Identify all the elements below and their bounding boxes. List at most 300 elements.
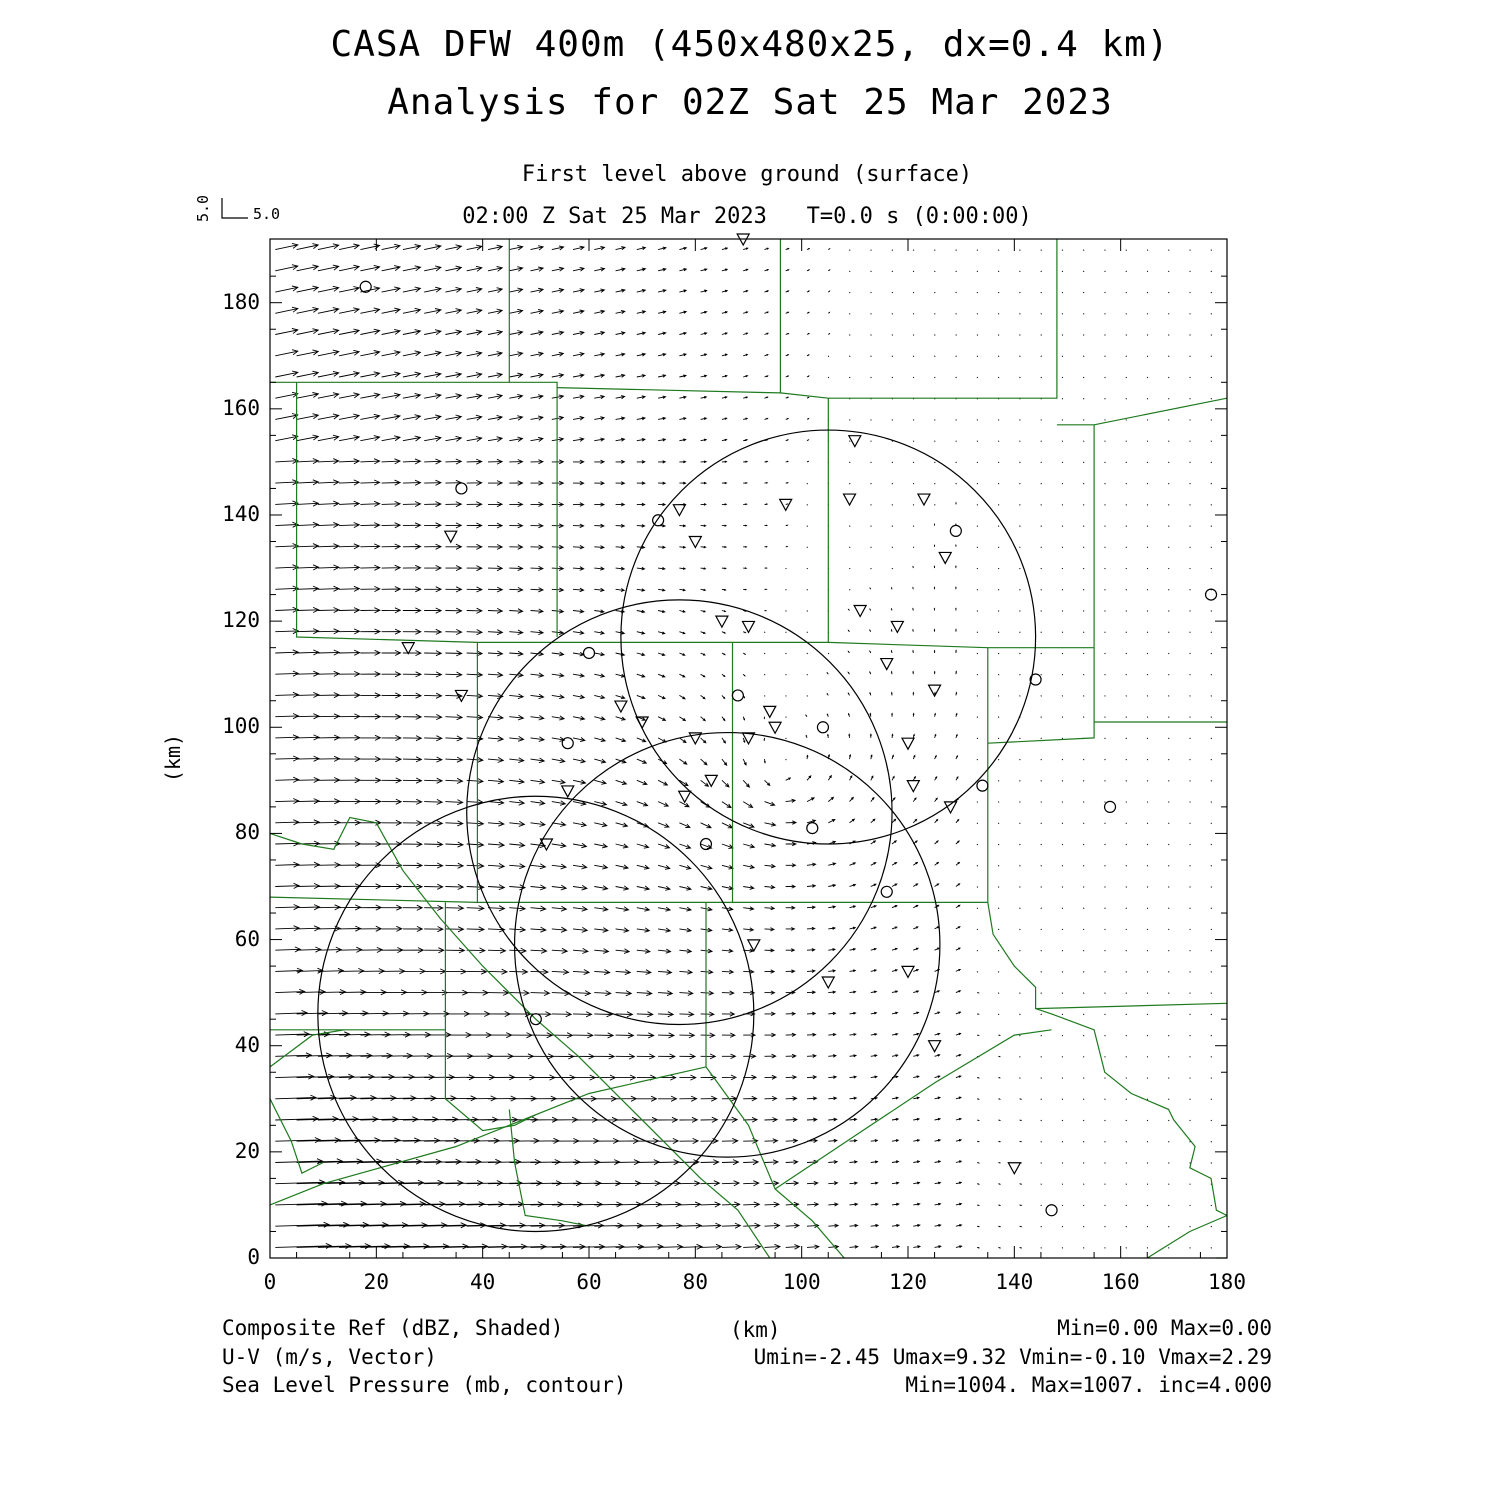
wind-vector — [1147, 356, 1148, 357]
wind-vector — [828, 1097, 836, 1100]
wind-vector — [445, 266, 461, 271]
wind-vector — [1211, 356, 1212, 357]
wind-vector — [871, 292, 872, 293]
wind-vector — [1169, 738, 1170, 739]
wind-vector — [509, 651, 523, 656]
wind-vector — [658, 1223, 682, 1228]
wind-vector — [424, 502, 441, 507]
wind-vector — [552, 864, 566, 869]
boundary-line — [1094, 425, 1227, 722]
wind-vector — [935, 820, 938, 823]
wind-vector — [360, 905, 381, 910]
wind-vector — [637, 886, 649, 890]
wind-vector — [977, 271, 978, 272]
wind-vector — [1126, 929, 1127, 930]
wind-vector — [360, 672, 380, 677]
wind-vector — [1020, 419, 1021, 420]
wind-vector — [913, 756, 915, 760]
wind-vector — [807, 674, 808, 675]
wind-vector — [998, 993, 999, 994]
wind-vector — [403, 714, 421, 719]
wind-vector — [786, 778, 791, 780]
wind-vector — [935, 1140, 941, 1142]
wind-vector — [871, 462, 872, 463]
wind-vector — [658, 546, 665, 548]
wind-vector — [913, 588, 914, 590]
wind-vector — [531, 566, 543, 570]
wind-vector — [807, 568, 808, 569]
wind-vector — [531, 716, 544, 721]
wind-vector — [1190, 632, 1191, 633]
wind-vector — [701, 674, 705, 677]
wind-vector — [701, 632, 705, 634]
wind-vector — [467, 502, 482, 507]
wind-vector — [1083, 823, 1084, 824]
wind-vector — [275, 435, 298, 441]
wind-vector — [765, 907, 775, 910]
wind-vector — [786, 418, 788, 419]
wind-vector — [616, 353, 625, 356]
wind-vector — [658, 886, 670, 890]
wind-vector — [403, 459, 421, 464]
wind-vector — [637, 1160, 660, 1165]
wind-vector — [1190, 780, 1191, 781]
wind-vector — [892, 1140, 898, 1142]
wind-vector — [1041, 547, 1042, 548]
wind-vector — [786, 970, 795, 973]
wind-vector — [1105, 738, 1106, 739]
wind-vector — [1062, 377, 1063, 378]
wind-vector — [1041, 356, 1042, 357]
wind-vector — [616, 289, 625, 292]
wind-vector — [679, 886, 691, 890]
wind-vector — [679, 632, 684, 634]
wind-vector — [828, 970, 835, 972]
wind-vector — [1062, 1247, 1063, 1248]
wind-vector — [786, 864, 796, 867]
wind-vector — [339, 435, 359, 440]
wind-vector — [488, 842, 504, 847]
wind-vector — [1083, 971, 1084, 972]
wind-vector — [743, 568, 746, 569]
wind-vector — [424, 714, 442, 719]
wind-vector — [360, 841, 381, 846]
wind-vector — [658, 802, 668, 807]
wind-vector — [637, 738, 646, 742]
wind-vector — [1062, 483, 1063, 484]
wind-vector — [573, 545, 584, 549]
wind-vector — [275, 650, 298, 655]
wind-vector — [318, 884, 340, 889]
wind-vector — [764, 695, 765, 696]
wind-vector — [616, 865, 629, 869]
wind-vector — [403, 884, 422, 889]
wind-vector — [1169, 1205, 1170, 1206]
wind-vector — [594, 588, 604, 591]
wind-vector — [977, 802, 978, 803]
wind-vector — [1020, 1247, 1022, 1248]
wind-vector — [424, 565, 441, 570]
wind-vector — [935, 483, 936, 484]
wind-vector — [445, 778, 462, 783]
wind-vector — [1105, 1184, 1106, 1185]
wind-vector — [594, 310, 604, 313]
wind-vector — [509, 821, 524, 826]
wind-vector — [848, 672, 849, 674]
wind-vector — [339, 608, 359, 613]
wind-vector — [848, 714, 849, 717]
wind-vector — [488, 1033, 512, 1038]
wind-vector — [552, 267, 564, 271]
wind-vector — [1105, 547, 1106, 548]
wind-vector — [1083, 1120, 1084, 1121]
wind-vector — [849, 755, 850, 759]
wind-vector — [913, 991, 918, 993]
wind-vector — [1169, 695, 1170, 696]
wind-vector — [977, 526, 978, 527]
wind-vector — [488, 566, 502, 571]
wind-vector — [1105, 526, 1106, 527]
wind-vector — [913, 271, 914, 272]
wind-vector — [1211, 717, 1212, 718]
wind-vector — [913, 335, 914, 336]
wind-vector — [977, 738, 978, 739]
wind-vector — [1147, 504, 1148, 505]
wind-vector — [1147, 759, 1148, 760]
wind-vector — [573, 1012, 592, 1017]
wind-vector — [531, 288, 544, 292]
wind-vector — [1126, 971, 1127, 972]
wind-vector — [1147, 738, 1148, 739]
wind-vector — [701, 653, 705, 655]
wind-vector — [445, 587, 461, 592]
wind-vector — [850, 1012, 856, 1014]
footer-ref-range: Min=0.00 Max=0.00 — [1057, 1316, 1272, 1340]
wind-vector — [531, 609, 544, 613]
wind-vector — [382, 926, 402, 931]
wind-vector — [1147, 1162, 1148, 1163]
wind-vector — [1147, 419, 1148, 420]
wind-vector — [509, 927, 525, 932]
wind-vector — [807, 632, 808, 633]
wind-vector — [1190, 865, 1191, 866]
x-tick-label: 0 — [263, 1270, 277, 1294]
wind-vector — [679, 823, 690, 828]
wind-vector — [743, 717, 744, 720]
wind-vector — [382, 990, 407, 995]
wind-vector — [786, 1223, 799, 1228]
wind-vector — [1126, 1141, 1127, 1142]
wind-vector — [467, 373, 482, 378]
wind-vector — [828, 291, 829, 292]
wind-vector — [275, 307, 298, 313]
wind-vector — [1169, 865, 1170, 866]
wind-vector — [1147, 886, 1148, 887]
wind-vector — [1083, 398, 1084, 399]
wind-vector — [977, 313, 978, 314]
wind-vector — [850, 1097, 857, 1099]
wind-vector — [786, 440, 788, 441]
wind-vector — [765, 1118, 778, 1122]
wind-vector — [1126, 568, 1127, 569]
wind-vector — [360, 926, 381, 931]
wind-vector — [616, 653, 625, 656]
wind-vector — [998, 1247, 1000, 1248]
wind-vector — [743, 376, 747, 378]
wind-vector — [1083, 1162, 1084, 1163]
wind-vector — [1126, 398, 1127, 399]
wind-vector — [1062, 971, 1063, 972]
wind-vector — [594, 865, 607, 870]
wind-vector — [403, 905, 422, 910]
wind-vector — [679, 991, 692, 996]
wind-vector — [1083, 1205, 1084, 1206]
wind-vector — [850, 1246, 858, 1249]
wind-vector — [403, 351, 421, 356]
wind-vector — [1169, 908, 1170, 909]
wind-vector — [275, 862, 299, 867]
wind-vector — [339, 905, 361, 910]
wind-vector — [318, 820, 340, 825]
wind-vector — [956, 630, 957, 632]
wind-vector — [1062, 1035, 1063, 1036]
wind-vector — [1041, 971, 1042, 972]
wind-vector — [935, 735, 936, 738]
wind-vector — [275, 286, 298, 292]
wind-vector — [828, 1161, 837, 1164]
wind-vector — [1126, 1226, 1127, 1227]
wind-vector — [913, 292, 914, 293]
wind-vector — [828, 820, 835, 823]
wind-vector — [1190, 1078, 1191, 1079]
wind-vector — [275, 1032, 309, 1037]
wind-vector — [1169, 504, 1170, 505]
wind-vector — [722, 1075, 736, 1080]
wind-vector — [892, 335, 893, 336]
wind-vector — [1020, 611, 1021, 612]
wind-vector — [913, 651, 914, 653]
wind-vector — [1147, 1141, 1148, 1142]
wind-vector — [786, 1097, 797, 1101]
wind-vector — [892, 991, 897, 993]
wind-vector — [828, 884, 835, 886]
boundary-line — [509, 382, 557, 637]
wind-vector — [828, 1224, 838, 1227]
wind-vector — [1190, 1035, 1191, 1036]
wind-vector — [1126, 589, 1127, 590]
wind-vector — [1105, 335, 1106, 336]
wind-vector — [1126, 1162, 1127, 1163]
wind-vector — [913, 567, 914, 569]
wind-vector — [807, 991, 815, 994]
wind-vector — [1020, 589, 1021, 590]
wind-vector — [1041, 886, 1042, 887]
station-triangle — [918, 494, 930, 505]
wind-vector — [850, 906, 856, 908]
wind-vector — [424, 990, 447, 995]
wind-vector — [658, 396, 665, 399]
wind-vector — [722, 970, 733, 974]
wind-vector — [509, 864, 525, 869]
wind-vector — [998, 929, 999, 930]
wind-vector — [658, 1054, 675, 1059]
wind-vector — [892, 483, 893, 484]
wind-vector — [339, 629, 359, 634]
wind-vector — [892, 271, 893, 272]
wind-vector — [786, 333, 789, 334]
wind-vector — [403, 502, 421, 507]
wind-vector — [594, 482, 604, 485]
wind-vector — [679, 1244, 702, 1249]
wind-vector — [275, 371, 298, 377]
wind-vector — [913, 1224, 920, 1226]
station-circle — [977, 780, 988, 791]
wind-vector — [679, 1138, 698, 1143]
wind-vector — [977, 483, 978, 484]
wind-vector — [1083, 780, 1084, 781]
wind-vector — [828, 312, 829, 313]
station-circle — [732, 690, 743, 701]
wind-vector — [594, 759, 605, 763]
wind-vector — [1083, 547, 1084, 548]
wind-vector — [871, 1055, 877, 1057]
wind-vector — [998, 886, 999, 887]
wind-vector — [786, 568, 787, 569]
wind-vector — [701, 1138, 718, 1143]
wind-vector — [445, 651, 461, 656]
wind-vector — [573, 970, 589, 975]
wind-vector — [722, 1181, 739, 1186]
wind-vector — [573, 353, 584, 357]
wind-vector — [531, 948, 547, 953]
wind-vector — [935, 1224, 941, 1226]
wind-vector — [977, 971, 978, 972]
wind-vector — [467, 800, 484, 805]
wind-vector — [1126, 335, 1127, 336]
wind-vector — [637, 1223, 662, 1228]
wind-vector — [637, 674, 645, 677]
wind-vector — [1169, 483, 1170, 484]
wind-vector — [871, 441, 872, 442]
wind-vector — [956, 608, 957, 610]
wind-vector — [1020, 886, 1021, 887]
wind-vector — [403, 480, 421, 485]
wind-vector — [658, 632, 665, 634]
wind-vector — [445, 436, 461, 441]
wind-vector — [467, 863, 484, 868]
station-triangle — [929, 1041, 941, 1052]
wind-vector — [1126, 1099, 1127, 1100]
wind-vector — [956, 356, 957, 357]
wind-vector — [956, 503, 957, 505]
wind-vector — [977, 292, 978, 293]
wind-vector — [701, 886, 712, 890]
wind-vector — [467, 523, 482, 528]
wind-vector — [850, 1224, 858, 1227]
wind-vector — [1020, 780, 1021, 781]
wind-vector — [977, 717, 978, 718]
wind-vector — [743, 632, 745, 633]
wind-vector — [892, 1012, 897, 1014]
wind-vector — [701, 611, 706, 613]
wind-vector — [1169, 653, 1170, 654]
wind-vector — [382, 351, 400, 356]
wind-vector — [658, 353, 666, 356]
wind-vector — [1169, 356, 1170, 357]
wind-vector — [594, 610, 604, 613]
wind-vector — [977, 504, 978, 505]
wind-vector — [1211, 419, 1212, 420]
wind-vector — [786, 525, 788, 526]
wind-vector — [424, 757, 442, 762]
wind-vector — [807, 695, 808, 696]
wind-vector — [424, 948, 444, 953]
wind-vector — [828, 1076, 836, 1079]
wind-vector — [1169, 1247, 1170, 1248]
wind-vector — [913, 1012, 918, 1014]
footer-pressure-range: Min=1004. Max=1007. inc=4.000 — [905, 1373, 1272, 1397]
wind-vector — [1062, 1120, 1063, 1121]
wind-vector — [382, 757, 401, 762]
wind-vector — [403, 308, 421, 313]
wind-vector — [935, 335, 936, 336]
wind-vector — [1211, 653, 1212, 654]
wind-vector — [573, 695, 584, 699]
wind-vector — [786, 1139, 798, 1143]
wind-vector — [722, 802, 731, 808]
wind-vector — [658, 503, 665, 505]
wind-vector — [977, 993, 979, 994]
wind-vector — [424, 863, 442, 868]
wind-vector — [297, 393, 319, 399]
wind-vector — [722, 1054, 736, 1059]
wind-vector — [786, 842, 796, 845]
wind-vector — [1211, 462, 1212, 463]
wind-vector — [850, 1055, 857, 1057]
wind-vector — [1126, 865, 1127, 866]
wind-vector — [764, 759, 765, 763]
wind-vector — [956, 483, 957, 484]
wind-vector — [977, 589, 978, 590]
wind-vector — [488, 630, 502, 635]
wind-vector — [977, 547, 978, 548]
wind-vector — [467, 245, 482, 250]
wind-vector — [509, 246, 522, 251]
wind-vector — [616, 780, 627, 784]
wind-vector — [488, 373, 502, 378]
wind-vector — [1105, 929, 1106, 930]
wind-vector — [445, 990, 467, 995]
wind-vector — [892, 462, 893, 463]
wind-vector — [743, 1181, 759, 1186]
wind-vector — [403, 287, 421, 292]
wind-vector — [445, 394, 461, 399]
wind-vector — [594, 653, 604, 656]
wind-vector — [701, 695, 705, 698]
wind-vector — [765, 949, 774, 952]
wind-vector — [1190, 971, 1191, 972]
wind-vector — [722, 611, 726, 612]
wind-vector — [722, 928, 733, 932]
wind-vector — [701, 1117, 718, 1122]
wind-vector — [1190, 738, 1191, 739]
wind-vector — [339, 523, 359, 528]
wind-vector — [488, 651, 503, 656]
wind-vector — [573, 674, 584, 678]
wind-vector — [786, 821, 796, 825]
wind-vector — [765, 610, 767, 611]
wind-vector — [297, 522, 319, 527]
